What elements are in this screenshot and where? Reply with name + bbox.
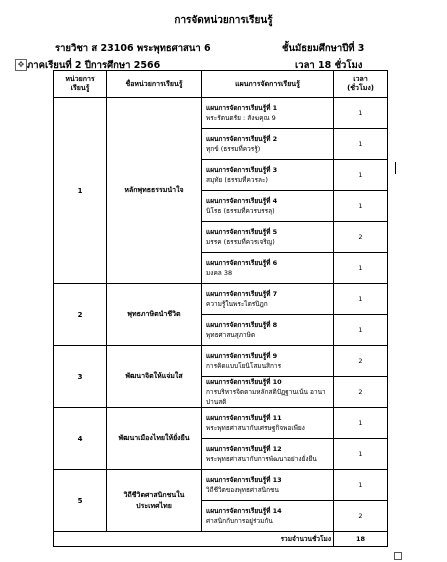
- plan-title: แผนการจัดการเรียนรู้ที่ 4: [206, 197, 278, 205]
- plan-hours: 1: [334, 315, 388, 346]
- plan-cell: [202, 346, 334, 377]
- unit-name: พัฒนาเมืองไทยให้ยั่งยืน: [107, 408, 202, 470]
- plan-description: ศาสนิกกับการอยู่ร่วมกัน: [206, 517, 273, 525]
- table-row: [54, 346, 388, 377]
- plan-title: แผนการจัดการเรียนรู้ที่ 8: [206, 321, 278, 329]
- plan-cell: [202, 253, 334, 284]
- plan-hours: 1: [334, 470, 388, 501]
- plan-description: วิถีชีวิตของพุทธศาสนิกชน: [206, 486, 279, 494]
- plan-title: แผนการจัดการเรียนรู้ที่ 9: [206, 352, 278, 360]
- header-name: ชื่อหน่วยการเรียนรู้: [107, 71, 202, 98]
- plan-title: แผนการจัดการเรียนรู้ที่ 13: [206, 476, 282, 484]
- unit-number: 4: [54, 408, 107, 470]
- unit-number: 3: [54, 346, 107, 408]
- plan-title: แผนการจัดการเรียนรู้ที่ 7: [206, 290, 278, 298]
- plan-description: พระรัตนตรัย : สังฆคุณ 9: [206, 114, 276, 122]
- plan-cell: [202, 315, 334, 346]
- plan-description: นิโรธ (ธรรมที่ควรบรรลุ): [206, 207, 275, 215]
- unit-name: หลักพุทธธรรมนำใจ: [107, 98, 202, 284]
- plan-hours: 1: [334, 439, 388, 470]
- plan-hours: 2: [334, 501, 388, 532]
- total-hours: 18: [334, 532, 388, 547]
- plan-title: แผนการจัดการเรียนรู้ที่ 11: [206, 414, 282, 422]
- table-header-row: [54, 71, 388, 98]
- plan-hours: 2: [334, 222, 388, 253]
- plan-cell: [202, 439, 334, 470]
- plan-description: พุทธศาสนสุภาษิต: [206, 331, 256, 339]
- plan-hours: 1: [334, 160, 388, 191]
- plan-description: ทุกข์ (ธรรมที่ควรรู้): [206, 145, 261, 153]
- plan-hours: 1: [334, 408, 388, 439]
- plan-title: แผนการจัดการเรียนรู้ที่ 6: [206, 259, 278, 267]
- unit-name: พุทธภาษิตนำชีวิต: [107, 284, 202, 346]
- document-title: การจัดหน่วยการเรียนรู้: [174, 15, 273, 26]
- total-row: [54, 532, 388, 547]
- plan-description: พระพุทธศาสนากับเศรษฐกิจพอเพียง: [206, 424, 305, 432]
- unit-number: 2: [54, 284, 107, 346]
- table-resize-handle[interactable]: [394, 552, 402, 560]
- total-label: รวมจำนวนชั่วโมง: [54, 532, 334, 547]
- plan-description: ความรู้ในพระไตรปิฎก: [206, 300, 268, 308]
- plan-description: มรรค (ธรรมที่ควรเจริญ): [206, 238, 275, 246]
- plan-cell: [202, 408, 334, 439]
- term-line: ภาคเรียนที่ 2 ปีการศึกษา 2566: [27, 60, 161, 71]
- plan-cell: [202, 470, 334, 501]
- plan-cell: [202, 191, 334, 222]
- plan-hours: 1: [334, 191, 388, 222]
- plan-cell: [202, 160, 334, 191]
- unit-name: วิถีชีวิตศาสนิกชนในประเทศไทย: [107, 470, 202, 532]
- plan-description: สมุทัย (ธรรมที่ควรละ): [206, 176, 268, 184]
- grade-line: ชั้นมัธยมศึกษาปีที่ 3: [282, 43, 365, 54]
- plan-cell: [202, 501, 334, 532]
- table-row: [54, 284, 388, 315]
- plan-description: การคิดแบบโยนิโสมนสิการ: [206, 362, 282, 370]
- table-row: [54, 98, 388, 129]
- plan-title: แผนการจัดการเรียนรู้ที่ 14: [206, 507, 282, 515]
- plan-cell: [202, 98, 334, 129]
- plan-hours: 2: [334, 377, 388, 408]
- plan-cell: [202, 377, 334, 408]
- text-cursor: [395, 162, 396, 174]
- plan-title: แผนการจัดการเรียนรู้ที่ 1: [206, 104, 278, 112]
- plan-hours: 2: [334, 346, 388, 377]
- plan-cell: [202, 284, 334, 315]
- table-move-handle-icon[interactable]: ✥: [15, 59, 27, 71]
- plan-description: พระพุทธศาสนากับการพัฒนาอย่างยั่งยืน: [206, 455, 317, 463]
- plan-hours: 1: [334, 129, 388, 160]
- unit-table: [53, 70, 388, 547]
- plan-title: แผนการจัดการเรียนรู้ที่ 2: [206, 135, 278, 143]
- plan-cell: [202, 129, 334, 160]
- unit-name: พัฒนาจิตให้แจ่มใส: [107, 346, 202, 408]
- plan-description: การบริหารจิตตามหลักสติปัฏฐานเน้น อานาปานสติ: [206, 388, 326, 406]
- header-plan: แผนการจัดการเรียนรู้: [202, 71, 334, 98]
- subject-line: รายวิชา ส 23106 พระพุทธศาสนา 6: [55, 43, 211, 54]
- time-line: เวลา 18 ชั่วโมง: [295, 60, 363, 71]
- plan-hours: 1: [334, 284, 388, 315]
- unit-number: 5: [54, 470, 107, 532]
- header-hours: เวลา (ชั่วโมง): [334, 71, 388, 98]
- plan-title: แผนการจัดการเรียนรู้ที่ 12: [206, 445, 282, 453]
- table-row: [54, 470, 388, 501]
- plan-title: แผนการจัดการเรียนรู้ที่ 5: [206, 228, 278, 236]
- plan-hours: 1: [334, 253, 388, 284]
- header-unit: หน่วยการ เรียนรู้: [54, 71, 107, 98]
- table-row: [54, 408, 388, 439]
- plan-hours: 1: [334, 98, 388, 129]
- plan-title: แผนการจัดการเรียนรู้ที่ 10: [206, 378, 282, 386]
- unit-number: 1: [54, 98, 107, 284]
- plan-description: มงคล 38: [206, 269, 233, 277]
- plan-cell: [202, 222, 334, 253]
- plan-title: แผนการจัดการเรียนรู้ที่ 3: [206, 166, 278, 174]
- table-body: [54, 98, 388, 547]
